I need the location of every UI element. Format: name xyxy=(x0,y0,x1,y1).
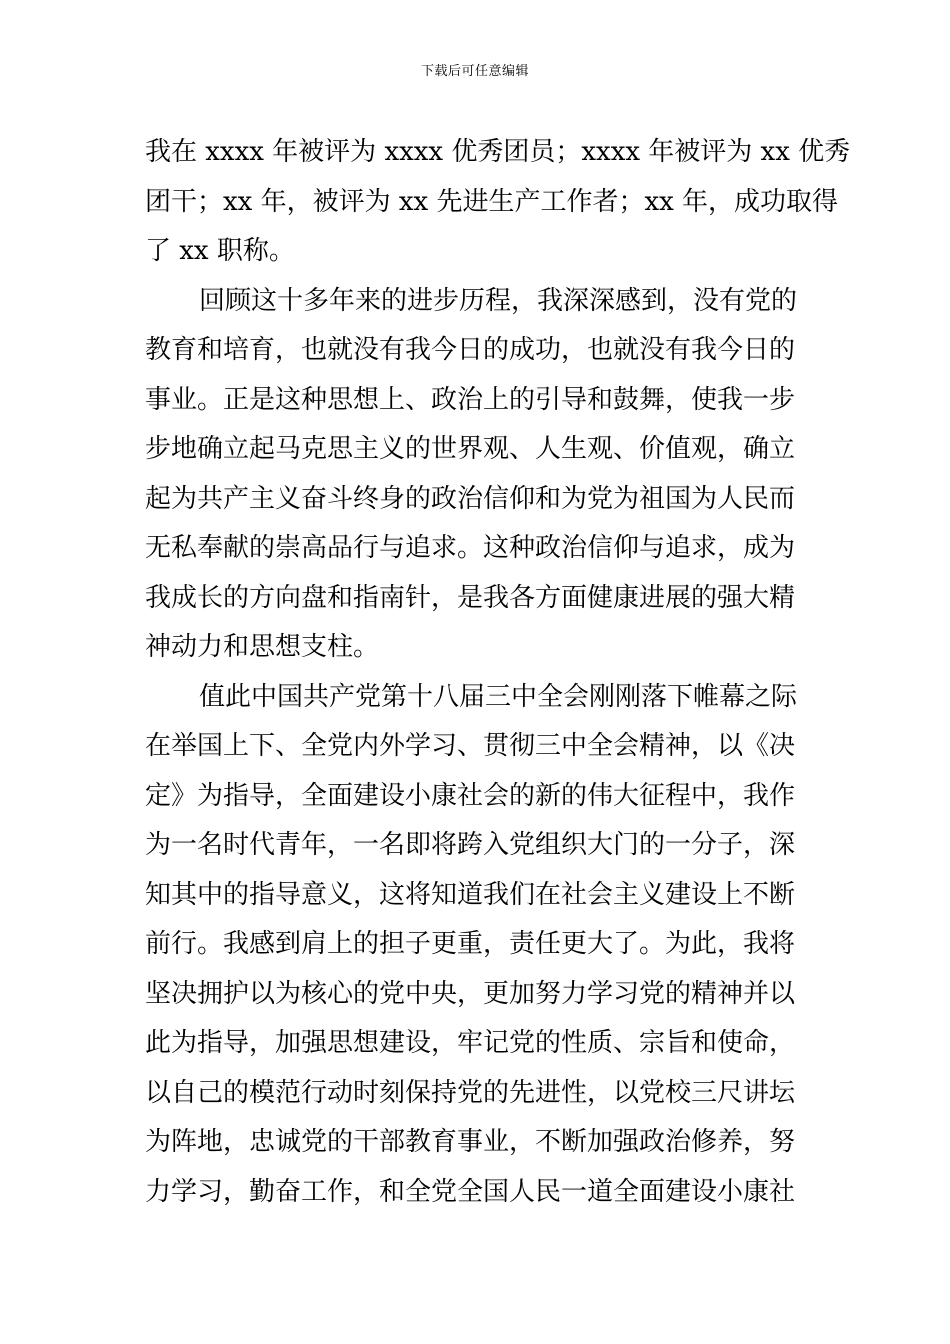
paragraph-3-line-8: 此为指导，加强思想建设，牢记党的性质、宗旨和使命， xyxy=(145,1028,796,1058)
paragraph-3-line-5: 知其中的指导意义，这将知道我们在社会主义建设上不断 xyxy=(145,879,796,910)
paragraph-2-line-3: 事业。正是这种思想上、政治上的引导和鼓舞，使我一步 xyxy=(145,384,796,415)
paragraph-3-line-1: 值此中国共产党第十八届三中全会刚刚落下帷幕之际 xyxy=(199,681,798,712)
paragraph-3-line-2: 在举国上下、全党内外学习、贯彻三中全会精神，以《决 xyxy=(145,731,796,761)
paragraph-2-line-5: 起为共产主义奋斗终身的政治信仰和为党为祖国为人民而 xyxy=(145,483,796,514)
paragraph-1-line-3: 了 xx 职称。 xyxy=(145,236,295,266)
paragraph-3-line-3: 定》为指导，全面建设小康社会的新的伟大征程中，我作 xyxy=(145,780,796,811)
paragraph-2-line-7: 我成长的方向盘和指南针，是我各方面健康进展的强大精 xyxy=(145,582,796,613)
paragraph-3-line-9: 以自己的模范行动时刻保持党的先进性，以党校三尺讲坛 xyxy=(145,1077,796,1108)
paragraph-2-line-1: 回顾这十多年来的进步历程，我深深感到，没有党的 xyxy=(199,285,798,316)
paragraph-3-line-4: 为一名时代青年，一名即将跨入党组织大门的一分子，深 xyxy=(145,830,796,860)
document-body xyxy=(145,128,851,1217)
paragraph-3-line-6: 前行。我感到肩上的担子更重，责任更大了。为此，我将 xyxy=(145,929,796,959)
paragraph-2-line-6: 无私奉献的崇高品行与追求。这种政治信仰与追求，成为 xyxy=(145,533,796,563)
page-header: 下载后可任意编辑 xyxy=(420,64,529,79)
paragraph-3-line-7: 坚决拥护以为核心的党中央，更加努力学习党的精神并以 xyxy=(145,978,796,1009)
paragraph-3-line-10: 为阵地，忠诚党的干部教育事业，不断加强政治修养，努 xyxy=(145,1127,796,1157)
paragraph-1-line-1: 我在 xxxx 年被评为 xxxx 优秀团员；xxxx 年被评为 xx 优秀 xyxy=(145,137,851,167)
paragraph-2-line-8: 神动力和思想支柱。 xyxy=(145,632,380,662)
paragraph-2-line-4: 步地确立起马克思主义的世界观、人生观、价值观，确立 xyxy=(145,434,796,464)
paragraph-3-line-11: 力学习，勤奋工作，和全党全国人民一道全面建设小康社 xyxy=(145,1176,796,1207)
paragraph-2-line-2: 教育和培育，也就没有我今日的成功，也就没有我今日的 xyxy=(145,335,796,365)
paragraph-1-line-2: 团干；xx 年，被评为 xx 先进生产工作者；xx 年，成功取得 xyxy=(145,186,839,217)
